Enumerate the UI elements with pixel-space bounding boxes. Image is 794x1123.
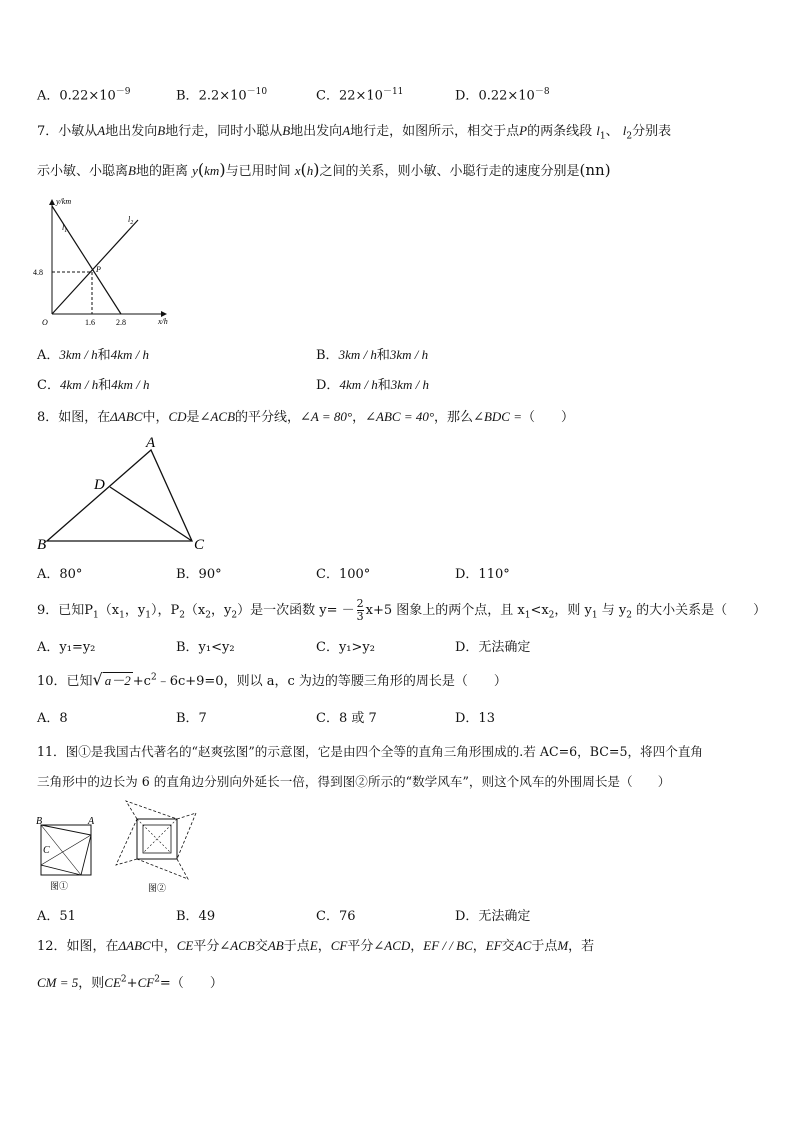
q7-xlabel: x/h <box>158 317 168 326</box>
q7-l2-label: $l_2$ <box>128 215 134 226</box>
q8-option-d: D．110° <box>455 567 510 582</box>
q8-option-b: B．90° <box>176 567 222 582</box>
q7-graph <box>30 192 180 332</box>
q6-option-d: D．$0.22\times 10^{-8}$ <box>455 87 550 104</box>
q11-figure-2 <box>110 797 204 895</box>
q12-line2: CM = 5，则$CE^2+CF^2=$（ ） <box>37 974 223 991</box>
q12-line1: 12．如图，在ΔABC中，CE平分∠ACB交AB于点E，CF平分∠ACD，EF / / BC，EF交AC于点M，若 <box>37 938 595 954</box>
q7-p-label: P <box>96 265 101 274</box>
q7-origin: O <box>42 318 48 327</box>
q6-option-c: C．$22\times 10^{-11}$ <box>316 87 404 104</box>
q7-option-b: B．3km / h和3km / h <box>316 347 429 363</box>
q7-ylabel: y/km <box>56 197 72 206</box>
q6-option-a: A．$0.22\times 10^{-9}$ <box>37 87 131 104</box>
q10-option-b: B．7 <box>176 711 207 726</box>
q10-stem: 10．已知√ $a-2 +c^2﹣6c+9=0$，则以 a，c 为边的等腰三角形的周长是（ ） <box>37 670 507 689</box>
q7-tick-y: 4.8 <box>33 268 43 277</box>
q11-option-c: C．76 <box>316 909 356 924</box>
q10-option-a: A．8 <box>37 711 68 726</box>
q9-option-d: D．无法确定 <box>455 640 531 655</box>
q6-option-b: B．$2.2\times 10^{-10}$ <box>176 87 268 104</box>
q8-option-c: C．100° <box>316 567 371 582</box>
q7-option-d: D．4km / h和3km / h <box>316 377 430 393</box>
q9-option-a: A．y₁=y₂ <box>37 640 96 655</box>
q11-fig1-label-b: B <box>36 816 43 827</box>
q8-option-a: A．80° <box>37 567 83 582</box>
q10-radicand: a－2 <box>104 673 131 688</box>
q7-option-a: A．3km / h和4km / h <box>37 347 149 363</box>
radical-sign: √ <box>92 670 103 689</box>
q8-label-d: D <box>94 477 105 493</box>
q7-line1: 7．小敏从A地出发向B地行走，同时小聪从B地出发向A地行走，如图所示，相交于点P的两条线段 $l_1$、 $l_2$分别表 <box>37 123 672 142</box>
q7-tick-x1: 1.6 <box>85 318 95 327</box>
q11-fig1-caption: 图① <box>50 881 69 891</box>
q9-option-b: B．y₁<y₂ <box>176 640 235 655</box>
q11-line2: 三角形中的边长为 6 的直角边分别向外延长一倍，得到图②所示的“数学风车”，则这个风车的外围周长是（ ） <box>37 774 671 789</box>
q11-option-b: B．49 <box>176 909 216 924</box>
q10-option-d: D．13 <box>455 711 495 726</box>
q10-option-c: C．8 或 7 <box>316 711 377 726</box>
q11-line1: 11．图①是我国古代著名的“赵爽弦图”的示意图，它是由四个全等的直角三角形围成的.若 AC=6，BC=5，将四个直角 <box>37 744 704 759</box>
q7-option-c: C．4km / h和4km / h <box>37 377 150 393</box>
q9-fraction: $\frac{2}{3}$ <box>356 597 364 623</box>
q8-stem: 8．如图，在ΔABC中，CD是∠ACB的平分线，∠A = 80°，∠ABC = 40°，那么∠BDC =（ ） <box>37 409 574 425</box>
q9-option-c: C．y₁>y₂ <box>316 640 375 655</box>
q7-l1-label: $l_1$ <box>62 223 68 234</box>
q7-tick-x2: 2.8 <box>116 318 126 327</box>
q11-fig2-caption: 图② <box>148 883 167 893</box>
q11-option-a: A．51 <box>37 909 76 924</box>
q11-fig1-label-a: A <box>88 816 95 827</box>
q8-label-a: A <box>146 435 156 451</box>
q11-figure-1 <box>32 815 104 893</box>
q7-line2: 示小敏、小聪离B地的距离 y(km)与已用时间 x(h)之间的关系，则小敏、小聪行走的速度分别是(nn) <box>37 160 611 179</box>
q8-triangle-figure <box>30 432 220 554</box>
q11-fig1-label-c: C <box>43 845 50 856</box>
q9-stem: 9．已知$P_1(x_1$，$y_1$），$P_2(x_2$，$y_2$）是一次函数 y= － $\frac{2}{3}$ x+5 图象上的两个点，且 $x_1<x_2$，则 $y_1$ 与 $y_2$ 的大小关系是（ ） <box>37 597 767 623</box>
q8-label-b: B <box>37 537 47 553</box>
q11-option-d: D．无法确定 <box>455 909 531 924</box>
q7-line-l2 <box>52 220 138 314</box>
q8-label-c: C <box>194 537 205 553</box>
